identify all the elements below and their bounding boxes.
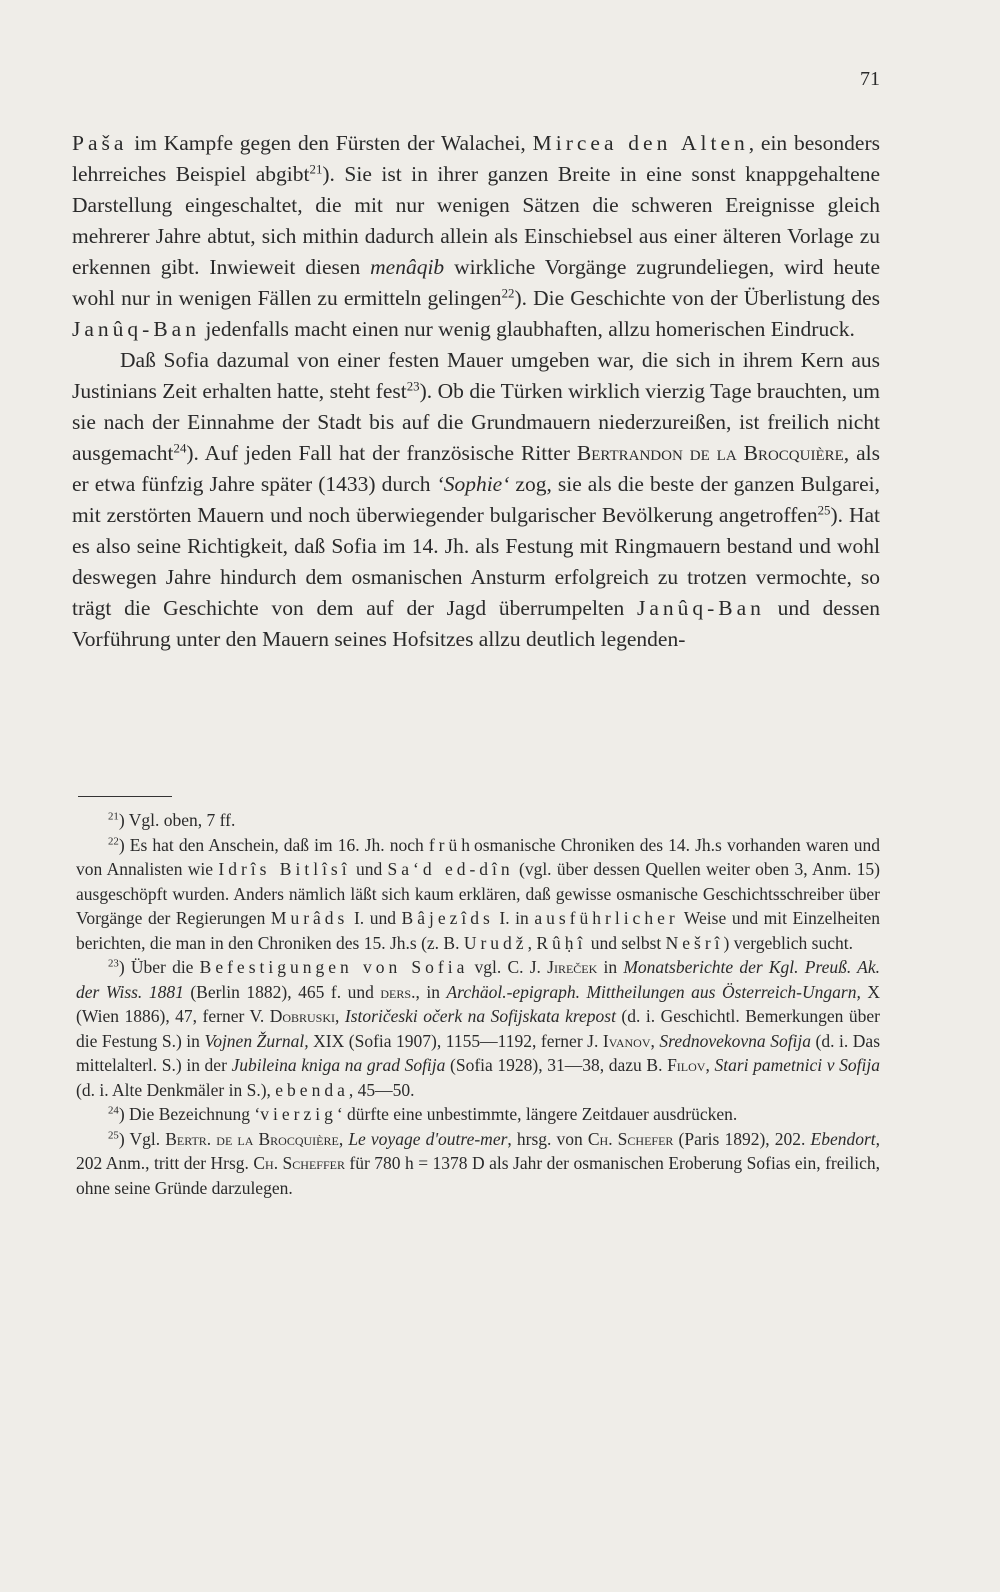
footnote-ref-23: 23 [406, 379, 420, 394]
spaced-name: Urudž [463, 932, 528, 953]
spaced-word: ausführlicher [534, 908, 679, 928]
text-run: , ein besonders lehrreiches Beispiel abgibt [72, 131, 880, 186]
paragraph-1 [72, 128, 880, 345]
spaced-name: Nešrî [665, 932, 724, 953]
text-run: ). Auf jeden Fall hat der französische Ritter [186, 441, 577, 465]
spaced-word: vierzig [260, 1104, 337, 1124]
author-name: ders. [380, 981, 416, 1002]
text-run: (Paris 1892), 202. [673, 1128, 811, 1149]
text-run: , 45—50. [348, 1079, 415, 1100]
spaced-name: Bâjezîds [401, 908, 494, 928]
footnote-number: 21 [108, 810, 119, 823]
footnote-number: 23 [108, 957, 119, 970]
italic-title: Istoričeski očerk na Sofijskata krepost [344, 1006, 616, 1026]
footnote-ref-25: 25 [817, 503, 831, 518]
italic-title: Archäol.-epigraph. Mittheilungen aus Österreich-Ungarn, [446, 981, 861, 1002]
author-name: Filov [667, 1055, 706, 1075]
italic-term: ‘Sophie‘ [436, 472, 510, 496]
footnote-25 [76, 1127, 880, 1201]
italic-title: Monatsberichte der Kgl. Preuß. Ak. der Wiss. 1881 [76, 957, 880, 1002]
text-run: XIX (Sofia 1907), 1155—1192, ferner J. [308, 1030, 603, 1051]
text-run: in [597, 957, 624, 977]
text-run: I. in [493, 908, 535, 928]
italic-term: menâqib [370, 255, 445, 279]
spaced-word: ebenda [275, 1079, 349, 1100]
spaced-name: Sa‘d ed-dîn [387, 859, 514, 879]
text-run: , [705, 1055, 715, 1075]
footnote-21 [76, 808, 880, 833]
author-name: Ivanov [602, 1030, 651, 1051]
italic-title: Srednovekovna Sofija [659, 1030, 812, 1051]
author-name: Jireček [547, 957, 598, 977]
italic-title: Vojnen Žurnal, [204, 1030, 309, 1051]
text-run: und selbst [586, 932, 666, 953]
text-run: jedenfalls macht einen nur wenig glaubhaften, allzu homerischen Eindruck. [199, 317, 855, 341]
text-run: ). Sie ist in ihrer ganzen Breite in eine sonst knappgehaltene Darstellung eingeschaltet, die mit nur wenigen Sätzen die schweren Ereignisse gleich mehrerer Jahre abtut, sich mithin dadurch allein als Einschiebsel aus einer älteren Vorlage zu erkennen gibt. Inwieweit diesen [72, 162, 880, 279]
spaced-name: Idrîs Bitlîsî [218, 859, 351, 879]
text-run: ) Die Bezeichnung ‘ [118, 1104, 261, 1124]
text-run: , [335, 1006, 345, 1026]
spaced-name: Janûq-Ban [636, 596, 765, 620]
author-name: Dobruski [269, 1006, 336, 1026]
italic-title: Jubileina kniga na grad Sofija [231, 1055, 446, 1075]
footnote-22 [76, 833, 880, 956]
text-run: , hrsg. von [507, 1128, 588, 1149]
text-run: (d. i. Das mittelalterl. S.) in der [76, 1030, 881, 1075]
text-run: osmanische Chroniken des 14. Jh.s vorhanden waren und von Annalisten wie [76, 834, 880, 879]
text-run: (Sofia 1928), 31—38, dazu B. [445, 1055, 668, 1075]
text-run: und dessen Vorführung unter den Mauern seines Hofsitzes allzu deutlich legenden- [72, 596, 880, 651]
text-run: X (Wien 1886), 47, ferner V. [76, 981, 880, 1026]
spaced-name: Janûq-Ban [72, 317, 200, 341]
italic-title: Le voyage d'outre-mer [348, 1128, 508, 1149]
author-name: Ch. Scheffer [253, 1153, 345, 1173]
text-run: I. und [348, 908, 402, 928]
text-run: Weise und mit Einzelheiten berichten, die man in den Chroniken des 15. Jh.s (z. B. [76, 908, 881, 953]
footnote-number: 25 [108, 1129, 119, 1141]
text-run: , [338, 1128, 349, 1149]
text-run: (Berlin 1882), 465 f. und [183, 981, 381, 1002]
text-run: , in [415, 981, 447, 1002]
author-name: Bertr. de la Brocquière [165, 1128, 339, 1149]
spaced-name: Paša [72, 131, 128, 155]
author-name: Ch. Schefer [587, 1128, 674, 1149]
text-run: ) Vgl. oben, 7 ff. [118, 810, 236, 830]
italic-term: Ebendort [810, 1128, 876, 1149]
text-run: im Kampfe gegen den Fürsten der Walachei, [127, 131, 533, 155]
spaced-word: früh [428, 834, 474, 855]
text-run: und [350, 859, 388, 879]
footnote-24 [76, 1102, 880, 1127]
text-run: ). Ob die Türken wirklich vierzig Tage brauchten, um sie nach der Einnahme der Stadt bis auf die Grundmauern niederzureißen, ist freilich nicht ausgemacht [72, 379, 880, 465]
spaced-name: Murâds [270, 908, 349, 928]
text-run: zog, sie als die beste der ganzen Bulgarei, mit zerstörten Mauern und noch überwiegender bulgarischer Bevölkerung angetroffen [72, 472, 880, 527]
paragraph-2 [72, 345, 880, 655]
text-run: Daß Sofia dazumal von einer festen Mauer umgeben war, die sich in ihrem Kern aus Justinians Zeit erhalten hatte, steht fest [72, 348, 880, 403]
text-run: wirkliche Vorgänge zugrundeliegen, wird heute wohl nur in wenigen Fällen zu ermitteln gelingen [72, 255, 880, 310]
page-number: 71 [860, 68, 880, 90]
italic-title: Stari pametnici v Sofija [714, 1055, 880, 1075]
text-run: ) vergeblich sucht. [723, 932, 853, 953]
footnote-ref-24: 24 [173, 441, 187, 456]
footnote-number: 24 [108, 1104, 119, 1117]
spaced-word: Befestigungen von Sofia [199, 957, 469, 977]
text-run: für 780 h = 1378 D als Jahr der osmanischen Eroberung Sofias ein, freilich, ohne seine Gründe darzulegen. [76, 1153, 880, 1198]
footnote-23 [76, 955, 880, 1102]
footnote-divider [78, 796, 172, 797]
text-run: ) Vgl. [118, 1128, 166, 1149]
text-run: , [650, 1030, 660, 1051]
text-run: , [527, 932, 537, 953]
footnotes [76, 808, 880, 1200]
text-run: ). Hat es also seine Richtigkeit, daß Sofia im 14. Jh. als Festung mit Ringmauern bestand und wohl deswegen Jahre hindurch dem osmanischen Ansturm erfolgreich zu trotzen vermochte, so trägt die Geschichte von dem auf der Jagd überrumpelten [72, 503, 880, 620]
text-run: ). Die Geschichte von der Überlistung des [514, 286, 880, 310]
author-name: Bertrandon de la Brocquière [576, 441, 844, 465]
footnote-number: 22 [108, 835, 119, 847]
text-run: ‘ dürfte eine unbestimmte, längere Zeitdauer ausdrücken. [336, 1104, 738, 1124]
spaced-name: Rûḥî [536, 932, 587, 953]
text-run: (d. i. Geschichtl. Bemerkungen über die Festung S.) in [76, 1006, 880, 1051]
text-run: ) Es hat den Anschein, daß im 16. Jh. noch [118, 834, 429, 855]
text-run: vgl. C. J. [468, 957, 548, 977]
text-run: ) Über die [118, 957, 200, 977]
text-run: , 202 Anm., tritt der Hrsg. [76, 1128, 881, 1173]
text-run: , als er etwa fünfzig Jahre später (1433) durch [72, 441, 880, 496]
text-run: (d. i. Alte Denkmäler in S.), [76, 1079, 276, 1100]
footnote-ref-22: 22 [501, 286, 515, 301]
main-text [72, 128, 880, 655]
spaced-name: Mircea den Alten [532, 131, 749, 155]
text-run: (vgl. über dessen Quellen weiter oben 3, Anm. 15) ausgeschöpft wurden. Anders nämlich läßt sich kaum erklären, daß gewisse osmanische Geschichtsschreiber über Vorgänge der Regierungen [76, 859, 880, 928]
footnote-ref-21: 21 [309, 162, 323, 177]
